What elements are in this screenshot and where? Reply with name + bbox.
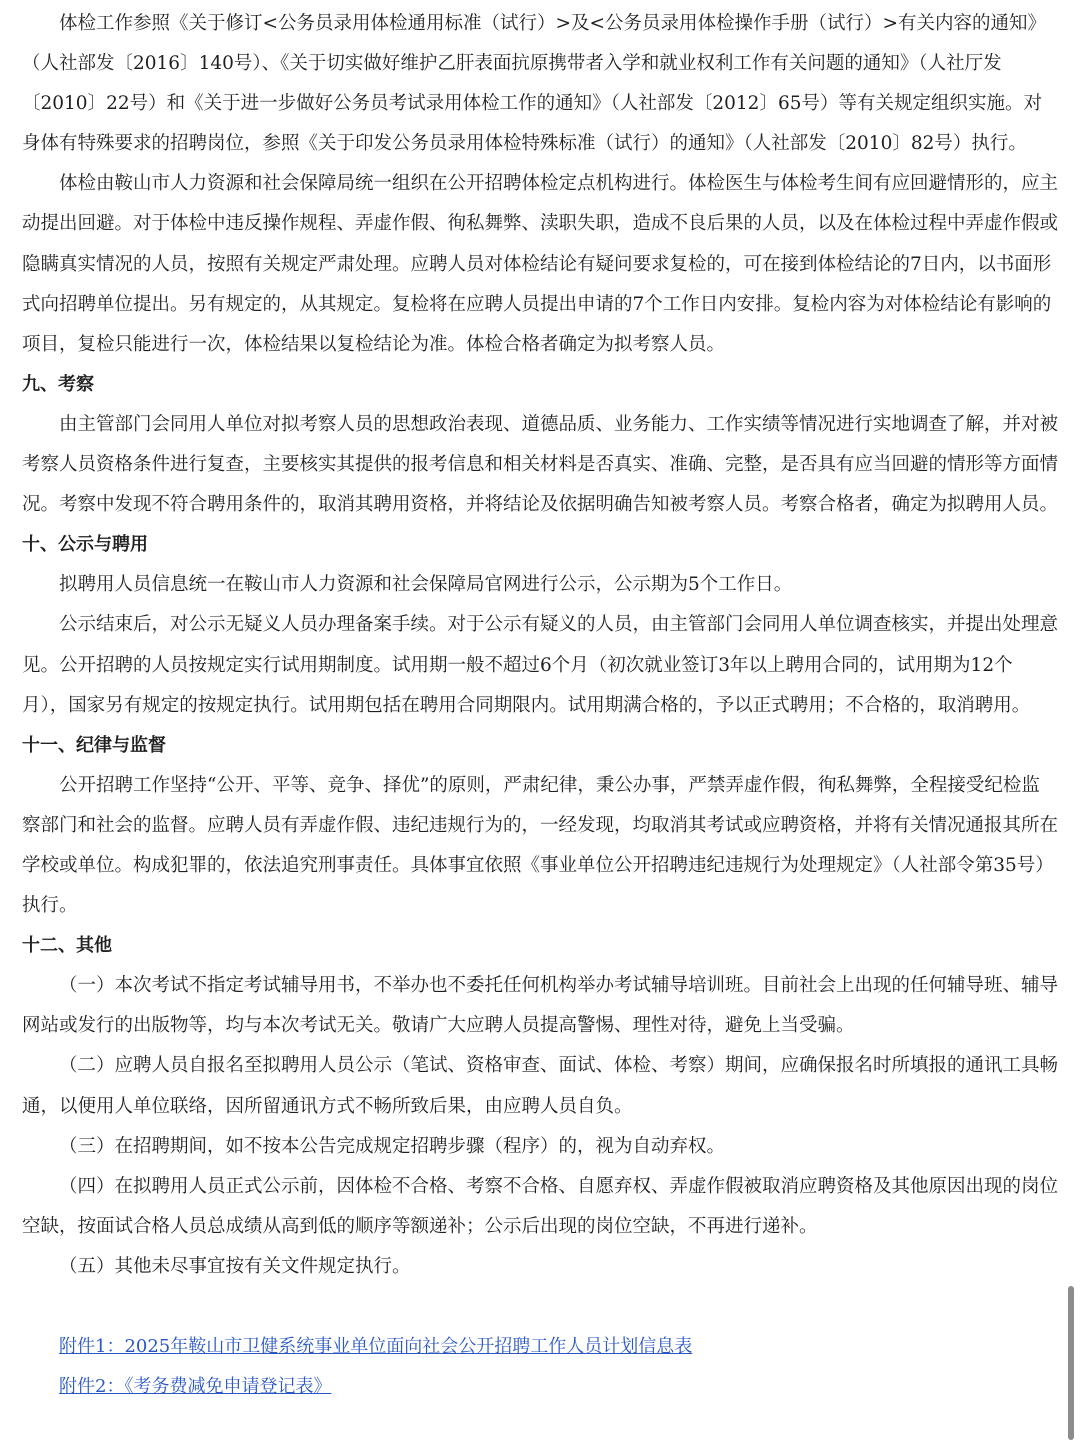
paragraph-probation: 公示结束后，对公示无疑义人员办理备案手续。对于公示有疑义的人员，由主管部门会同用人单位调查核实，并提出处理意见。公开招聘的人员按规定实行试用期制度。试用期一般不超过6个月（初次就业签订3年以上聘用合同的，试用期为12个月），国家另有规定的按规定执行。试用期包括在聘用合同期限内。试用期满合格的，予以正式聘用；不合格的，取消聘用。 <box>22 614 1059 716</box>
paragraph-physical-exam-process: 体检由鞍山市人力资源和社会保障局统一组织在公开招聘体检定点机构进行。体检医生与体检考生间有应回避情形的，应主动提出回避。对于体检中违反操作规程、弄虚作假、徇私舞弊、渎职失职，造成不良后果的人员，以及在体检过程中弄虚作假或隐瞒真实情况的人员，按照有关规定严肃处理。应聘人员对体检结论有疑问要求复检的，可在接到体检结论的7日内，以书面形式向招聘单位提出。另有规定的，从其规定。复检将在应聘人员提出申请的7个工作日内安排。复检内容为对体检结论有影响的项目，复检只能进行一次，体检结果以复检结论为准。体检合格者确定为拟考察人员。 <box>22 173 1059 355</box>
paragraph-other-4: （四）在拟聘用人员正式公示前，因体检不合格、考察不合格、自愿弃权、弄虚作假被取消应聘资格及其他原因出现的岗位空缺，按面试合格人员总成绩从高到低的顺序等额递补；公示后出现的岗位空缺，不再进行递补。 <box>22 1175 1059 1237</box>
section-heading-inspection: 九、考察 <box>22 373 94 395</box>
attachment-link-2[interactable]: 附件2：《考务费减免申请登记表》 <box>59 1376 332 1398</box>
section-heading-discipline: 十一、纪律与监督 <box>22 734 166 756</box>
paragraph-other-2: （二）应聘人员自报名至拟聘用人员公示（笔试、资格审查、面试、体检、考察）期间，应确保报名时所填报的通讯工具畅通，以便用人单位联络，因所留通讯方式不畅所致后果，由应聘人员自负。 <box>22 1055 1059 1117</box>
section-heading-publicity: 十、公示与聘用 <box>22 534 148 556</box>
section-heading-other: 十二、其他 <box>22 935 112 957</box>
paragraph-inspection: 由主管部门会同用人单位对拟考察人员的思想政治表现、道德品质、业务能力、工作实绩等情况进行实地调查了解，并对被考察人员资格条件进行复查，主要核实其提供的报考信息和相关材料是否真实、准确、完整，是否具有应当回避的情形等方面情况。考察中发现不符合聘用条件的，取消其聘用资格，并将结论及依据明确告知被考察人员。考察合格者，确定为拟聘用人员。 <box>22 413 1059 516</box>
paragraph-physical-exam-basis: 体检工作参照《关于修订<公务员录用体检通用标准（试行）>及<公务员录用体检操作手册（试行）>有关内容的通知》（人社部发〔2016〕140号）、《关于切实做好维护乙肝表面抗原携带者入学和就业权利工作有关问题的通知》（人社厅发〔2010〕22号）和《关于进一步做好公务员考试录用体检工作的通知》（人社部发〔2012〕65号）等有关规定组织实施。对身体有特殊要求的招聘岗位，参照《关于印发公务员录用体检特殊标准（试行）的通知》（人社部发〔2010〕82号）执行。 <box>22 13 1047 155</box>
paragraph-other-1: （一）本次考试不指定考试辅导用书，不举办也不委托任何机构举办考试辅导培训班。目前社会上出现的任何辅导班、辅导网站或发行的出版物等，均与本次考试无关。敬请广大应聘人员提高警惕、理性对待，避免上当受骗。 <box>22 975 1059 1037</box>
document-body <box>22 4 1058 1407</box>
attachment-link-1[interactable]: 附件1：2025年鞍山市卫健系统事业单位面向社会公开招聘工作人员计划信息表 <box>59 1336 693 1357</box>
paragraph-other-5: （五）其他未尽事宜按有关文件规定执行。 <box>59 1255 411 1277</box>
paragraph-other-3: （三）在招聘期间，如不按本公告完成规定招聘步骤（程序）的，视为自动弃权。 <box>59 1135 726 1157</box>
vertical-scrollbar-thumb[interactable] <box>1068 1286 1074 1440</box>
paragraph-publicity-period: 拟聘用人员信息统一在鞍山市人力资源和社会保障局官网进行公示，公示期为5个工作日。 <box>59 574 793 596</box>
spacer <box>22 1287 1058 1327</box>
paragraph-discipline: 公开招聘工作坚持“公开、平等、竞争、择优”的原则，严肃纪律，秉公办事，严禁弄虚作假，徇私舞弊，全程接受纪检监察部门和社会的监督。应聘人员有弄虚作假、违纪违规行为的，一经发现，均取消其考试或应聘资格，并将有关情况通报其所在学校或单位。构成犯罪的，依法追究刑事责任。具体事宜依照《事业单位公开招聘违纪违规行为处理规定》（人社部令第35号）执行。 <box>22 774 1059 917</box>
